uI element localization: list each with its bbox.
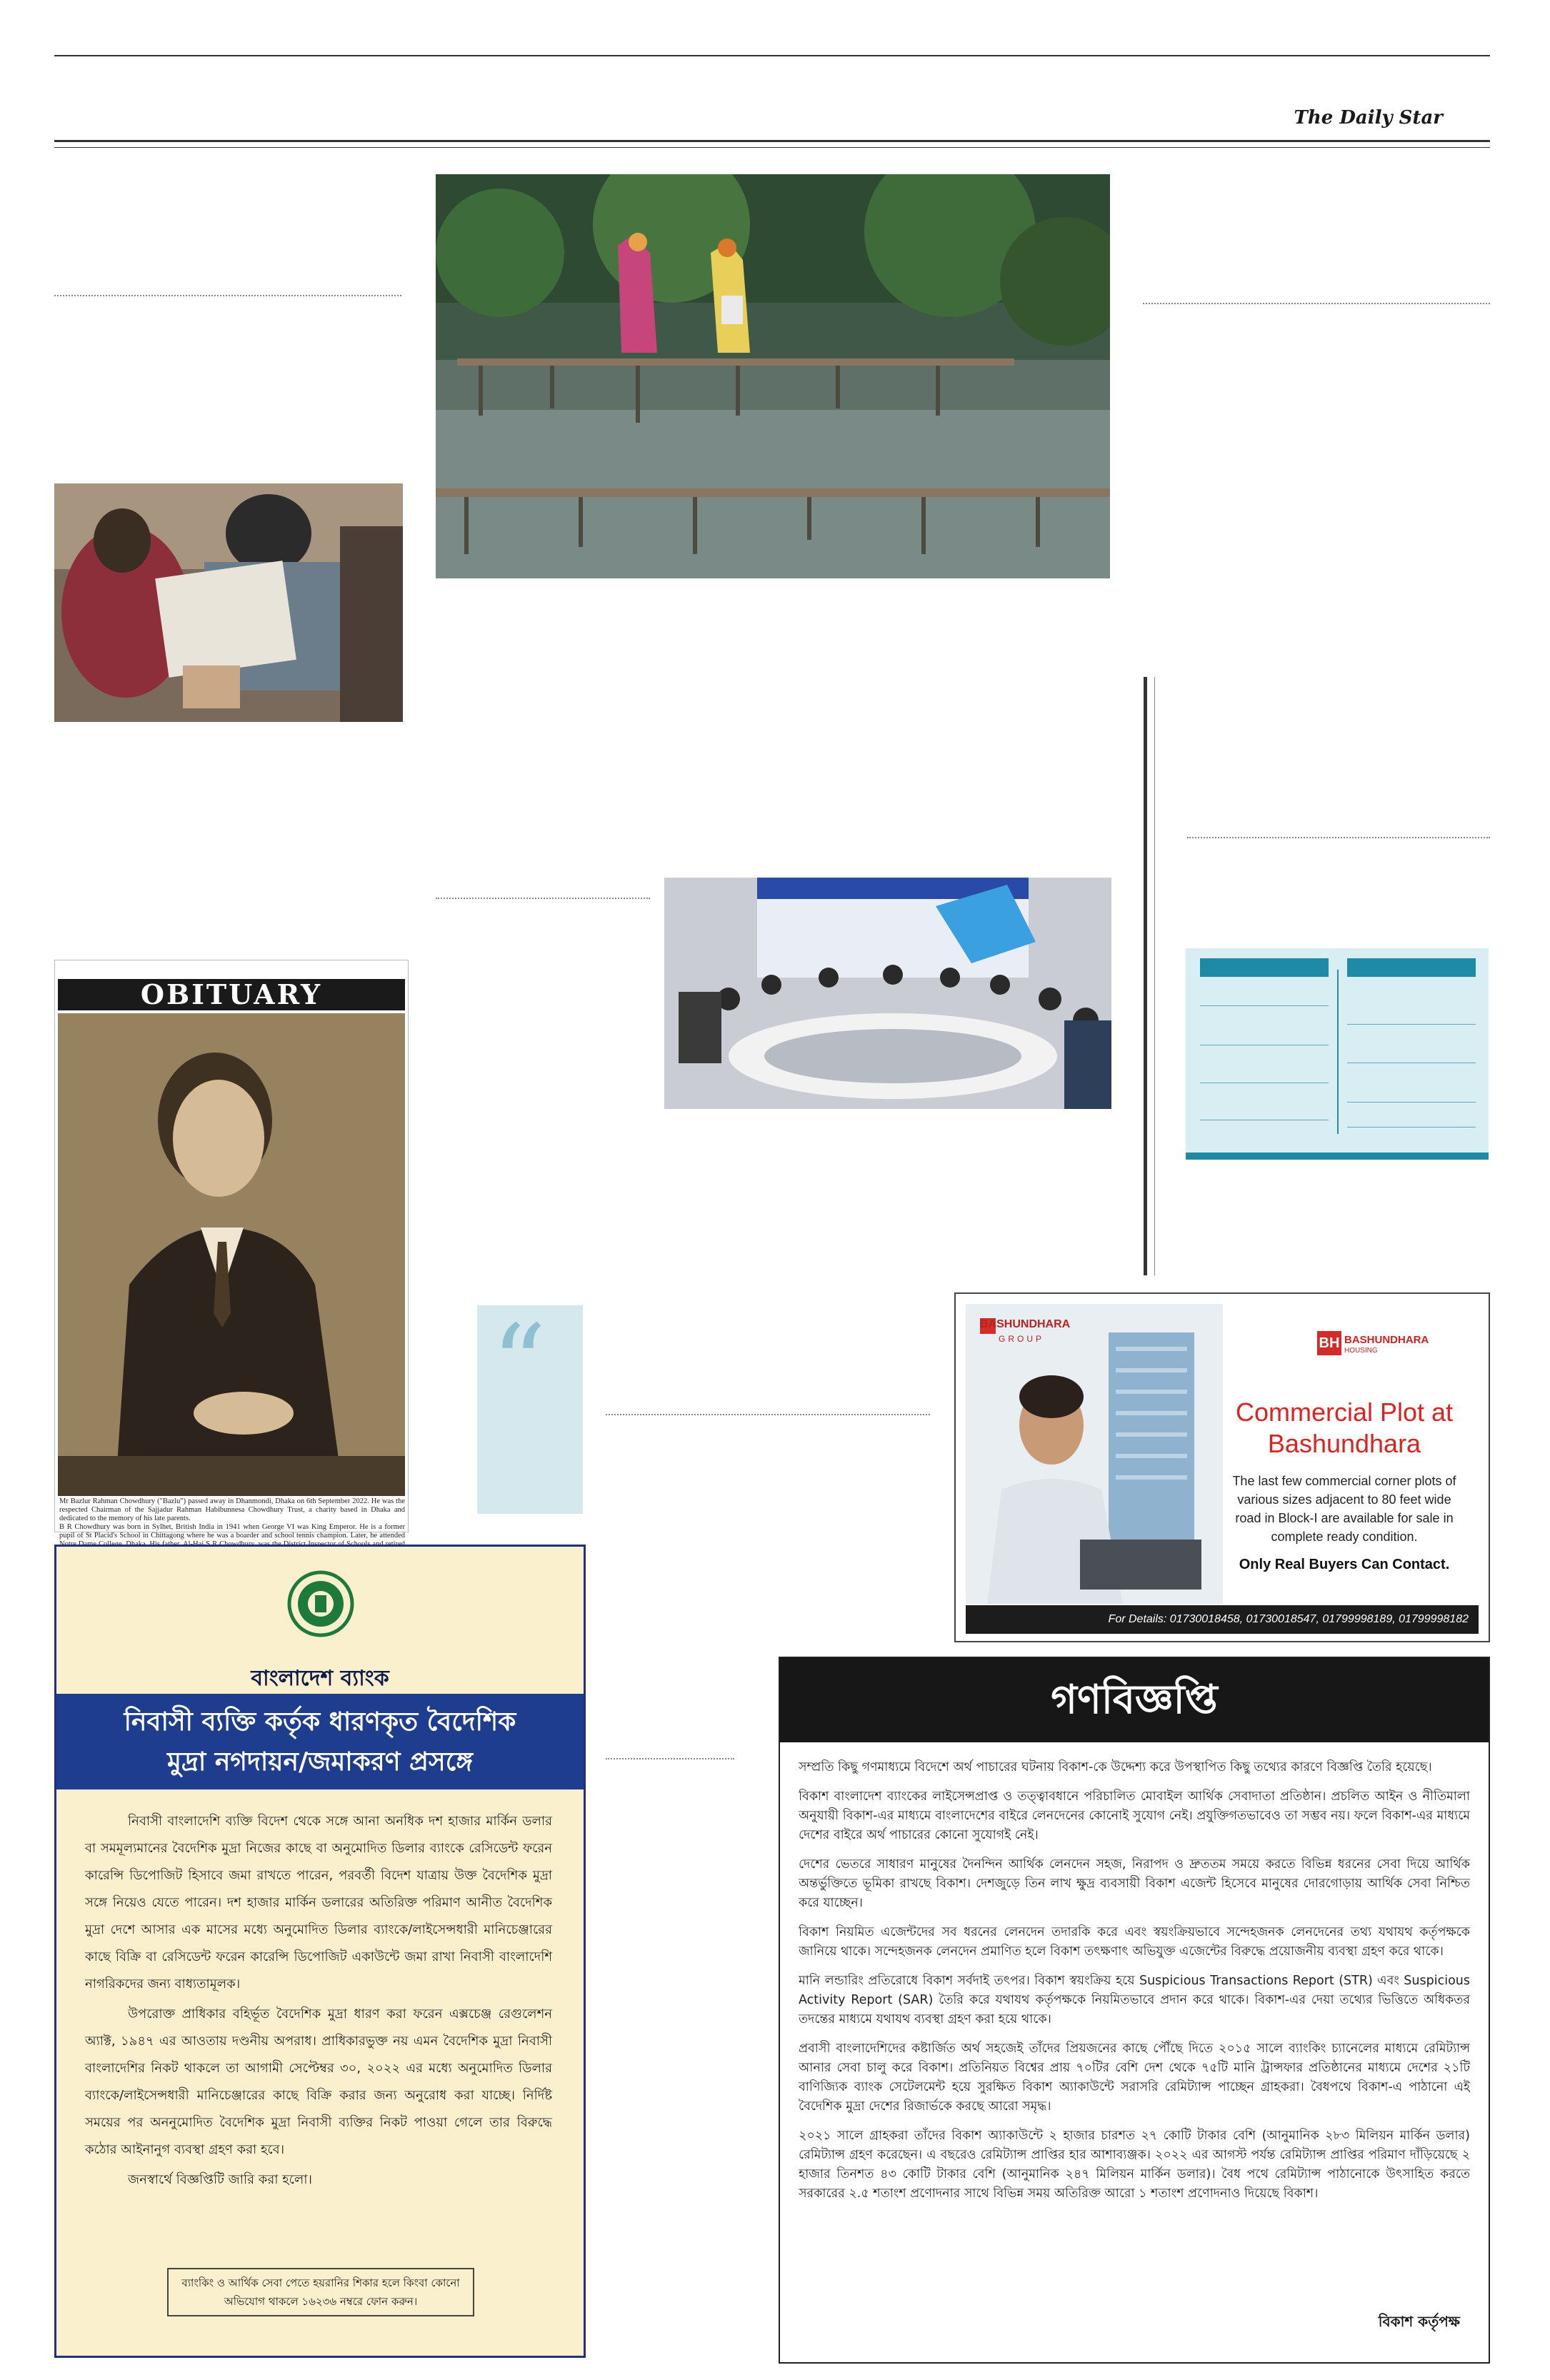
public-notice-body (799, 1758, 1470, 2214)
column-divider (606, 1414, 930, 1415)
vertical-rule (1144, 677, 1147, 1275)
public-notice-title: গণবিজ্ঞপ্তি (780, 1658, 1489, 1742)
header-rule (54, 140, 1490, 142)
notice-paragraph: দেশের ভেতরে সাধারণ মানুষের দৈনন্দিন আর্থিক লেনদেন সহজ, নিরাপদ ও দ্রুততম সময়ে করতে বিভিন্ন ধরনের সেবা দিয়ে আর্থিক অন্তর্ভুক্তিতে ভূমিকা রাখছে বিকাশ। দেশজুড়ে তিন লাখ ক্ষুদ্র ব্যবসায়ী বিকাশ এজেন্ট হিসেবে মানুষের দোরগোড়ায় আর্থিক সেবা নিশ্চিত করে যাচ্ছেন। (799, 1857, 1470, 1910)
obituary-paragraph: B R Chowdhury was born in Sylhet, British India in 1941 when George VI was King Emperor. He is a former pupil of St Placid's School in Chittagong where he was a boarder and school tennis champion. Later, he attended (59, 1523, 405, 1540)
quotation-mark-icon: “ (491, 1302, 546, 1427)
masthead[interactable]: The Daily Star (1294, 107, 1443, 129)
public-notice (779, 1657, 1490, 2364)
notice-paragraph: প্রবাসী বাংলাদেশিদের কষ্টার্জিত অর্থ সহজেই তাঁদের প্রিয়জনের কাছে পৌঁছে দিতে ২০১৫ সালে ব্যাংকিং চ্যানেলের মাধ্যমে রেমিট্যান্স আনার সেবা চালু করে বিকাশ। প্রতিনিয়ত বিশ্বের প্রায় ৭০টির বেশি দেশ থেকে ৭৫টি মানি ট্রান্সফার প্রতিষ্ঠানের মাধ্যমে দেশের ২১টি বাণিজ্যিক ব্যাংক সেটেলমেন্ট হয়ে সুরক্ষিত বিকাশ অ্যাকাউন্টে সরাসরি রেমিট্যান্স পাচ্ছেন গ্রাহকরা। বৈধপথে বিকাশ-এ পাঠানো এই বৈদেশিক মুদ্রা দেশের রিজার্ভকে করছে আরো সমৃদ্ধ। (799, 2042, 1470, 2114)
table-header-left (1200, 958, 1329, 977)
notice-paragraph: বিকাশ নিয়মিত এজেন্টদের সব ধরনের লেনদেন তদারকি করে এবং স্বয়ংক্রিয়ভাবে সন্দেহজনক লেনদেনের তথ্য যথাযথ কর্তৃপক্ষকে জানিয়ে থাকে। সন্দেহজনক লেনদেন প্রমাণিত হলে বিকাশ তৎক্ষণাৎ অভিযুক্ত এজেন্টের বিরুদ্ধে প্রয়োজনীয় ব্যবস্থা গ্রহণ করে থাকে। (799, 1925, 1470, 1959)
headline-line-1: নিবাসী ব্যক্তি কর্তৃক ধারণকৃত বৈদেশিক (124, 1707, 516, 1737)
notice-paragraph: নিবাসী বাংলাদেশি ব্যক্তি বিদেশ থেকে সঙ্গে আনা অনধিক দশ হাজার মার্কিন ডলার বা সমমূল্যমানের বৈদেশিক মুদ্রা নিজের কাছে বা অনুমোদিত ডিলার ব্যাংকে রেসিডেন্ট ফরেন কারেন্সি ডিপোজিট হিসাবে জমা রাখতে পারেন, পরবর্তী বিদেশ যাত্রায় উক্ত বৈদেশিক মুদ্রা সঙ্গে নিয়েও যেতে পারেন। দশ হাজার মার্কিন ডলারের অতিরিক্ত পরিমাণ আনীত বৈদেশিক মুদ্রা দেশে আসার এক মাসের মধ্যে অনুমোদিত ডিলার ব্যাংকে/লাইসেন্সধারী মানিচেঞ্জারের কাছে বিক্রি বা রেসিডেন্ট ফরেন কারেন্সি ডিপোজিট একাউন্টে জমা রাখা নিবাসী বাংলাদেশি নাগরিকদের জন্য বাধ্যতামূলক। (85, 1814, 552, 1992)
column-divider (1143, 303, 1490, 304)
ad-photo (966, 1304, 1223, 1604)
bashundhara-ad[interactable] (954, 1292, 1490, 1642)
column-divider (606, 1758, 734, 1759)
column-divider (1187, 837, 1490, 838)
header-rule-thin (54, 147, 1490, 148)
bank-name: বাংলাদেশ ব্যাংক (251, 1666, 389, 1691)
top-rule (54, 55, 1490, 56)
brand-name: BASHUNDHARA (1344, 1334, 1429, 1346)
bangladesh-bank-notice (54, 1545, 586, 2358)
headline-line-2: মুদ্রা নগদায়ন/জমাকরণ প্রসঙ্গে (166, 1747, 474, 1777)
ad-title: Commercial Plot at Bashundhara (1235, 1397, 1454, 1458)
ad-cta: Only Real Buyers Can Contact. (1239, 1557, 1450, 1572)
obituary-notice (54, 960, 409, 1540)
meeting-photo[interactable] (664, 878, 1111, 1109)
notice-body (85, 1808, 552, 2196)
ad-content (966, 1304, 1479, 1604)
group-sub: GROUP (999, 1334, 1045, 1344)
obituary-portrait (58, 1013, 405, 1496)
vertical-rule-thin (1154, 677, 1155, 1275)
rate-table-graphic (1186, 948, 1489, 1160)
ad-text: The last few commercial corner plots of various sizes adjacent to 80 feet wide road in Block-I are available for sale in complete ready condition. (1232, 1474, 1456, 1544)
table-header-right (1347, 958, 1476, 977)
notice-paragraph: সম্প্রতি কিছু গণমাধ্যমে বিদেশে অর্থ পাচারের ঘটনায় বিকাশ-কে উদ্দেশ্য করে উপস্থাপিত কিছু তথ্যের কারণে বিজ্ঞপ্তি তৈরি হয়েছে। (799, 1760, 1432, 1774)
notice-headline (56, 1694, 584, 1789)
notice-paragraph: ২০২১ সালে গ্রাহকরা তাঁদের বিকাশ অ্যাকাউন্টে ২ হাজার চারশত ২৭ কোটি টাকার বেশি (আনুমানিক ২৮৩ মিলিয়ন মার্কিন ডলার) রেমিট্যান্স গ্রহণ করেছেন। এ বছরেও রেমিট্যান্স প্রাপ্তির হার আশাব্যঞ্জক। ২০২২ এর আগস্ট পর্যন্ত রেমিট্যান্স প্রাপ্তির পরিমাণ দাঁড়িয়েছে ২ হাজার তিনশত ৪৩ কোটি টাকার বেশি (আনুমানিক ২৪৭ মিলিয়ন মার্কিন ডলার)। বৈধ পথে রেমিট্যান্স পাঠানোকে উৎসাহিত করতে সরকারের ২.৫ শতাংশ প্রণোদনার সাথে বিভিন্ন সময় অতিরিক্ত আরো ১ শতাংশ প্রণোদনাও দিয়েছে বিকাশ। (799, 2129, 1470, 2201)
notice-paragraph: জনস্বার্থে বিজ্ঞপ্তিটি জারি করা হলো। (128, 2172, 312, 2187)
brand-sub: HOUSING (1344, 1347, 1378, 1355)
bangladesh-bank-logo (286, 1567, 355, 1645)
helpline-box: ব্যাংকিং ও আর্থিক সেবা পেতে হয়রানির শিকার হলে কিংবা কোনো অভিযোগ থাকলে ১৬২৩৬ নম্বরে ফোন করুন। (167, 2268, 474, 2316)
contact-footer: For Details: 01730018458, 01730018547, 01799998189, 01799998182 (966, 1605, 1479, 1634)
notice-paragraph: মানি লন্ডারিং প্রতিরোধে বিকাশ সর্বদাই তৎপর। বিকাশ স্বয়ংক্রিয় হয়ে Suspicious Transactions Report (STR) এবং Suspicious Activity Report (SAR) তৈরি করে যথাযথ কর্তৃপক্ষকে নিয়মিতভাবে প্রদান করে থাকে। বিকাশ-এর দেয়া তথ্যের ভিত্তিতে অধিকতর তদন্তের মাধ্যমে যথাযথ ব্যবস্থা গ্রহণ করা হয়ে থাকে। (799, 1974, 1470, 2027)
notice-signature: বিকাশ কর্তৃপক্ষ (1378, 2313, 1460, 2330)
pull-quote-box (477, 1302, 583, 1514)
group-name: BASHUNDHARA (980, 1318, 1071, 1330)
crowd-photo[interactable] (54, 483, 403, 722)
canal-photo[interactable] (436, 174, 1110, 578)
notice-paragraph: উপরোক্ত প্রাধিকার বহির্ভূত বৈদেশিক মুদ্রা ধারণ করা ফরেন এক্সচেঞ্জ রেগুলেশন অ্যাক্ট, ১৯৪৭ এর আওতায় দণ্ডনীয় অপরাধ। প্রাধিকারভুক্ত নয় এমন বৈদেশিক মুদ্রা নিবাসী বাংলাদেশির নিকট থাকলে তা আগামী সেপ্টেম্বর ৩০, ২০২২ এর মধ্যে অনুমোদিত ডিলার ব্যাংকে/লাইসেন্সধারী মানিচেঞ্জারের কাছে বিক্রি করার জন্য অনুরোধ করা যাচ্ছে। নির্দিষ্ট সময়ের পর অননুমোদিত বৈদেশিক মুদ্রা নিবাসী ব্যক্তির নিকট পাওয়া গেলে তার বিরুদ্ধে কঠোর আইনানুগ ব্যবস্থা গ্রহণ করা হবে। (85, 2007, 552, 2157)
bh-logo-icon: BH (1317, 1331, 1341, 1355)
obituary-title: OBITUARY (58, 979, 405, 1010)
column-divider (54, 295, 401, 296)
column-divider (436, 898, 650, 899)
obituary-paragraph: Mr Bazlur Rahman Chowdhury ("Bazlu") passed away in Dhanmondi, Dhaka on 6th September 2022. He was the respected Chairman of the Sajjadur Rahman Habibunnesa Chowdhury Trust, a charity based in Dhaka and dedicated to the memory of his late parents. (59, 1497, 405, 1522)
notice-paragraph: বিকাশ বাংলাদেশ ব্যাংকের লাইসেন্সপ্রাপ্ত ও তত্ত্বাবধানে পরিচালিত মোবাইল আর্থিক সেবাদাতা প্রতিষ্ঠান। প্রচলিত আইন ও নীতিমালা অনুযায়ী বিকাশ-এর মাধ্যমে বাংলাদেশের বাইরে লেনদেনের কোনোই সুযোগ নেই। প্রযুক্তিগতভাবেও তা সম্ভব নয়। ফলে বিকাশ-এর মাধ্যমে দেশের বাইরে অর্থ পাচারের কোনো সুযোগই নেই। (799, 1789, 1470, 1842)
